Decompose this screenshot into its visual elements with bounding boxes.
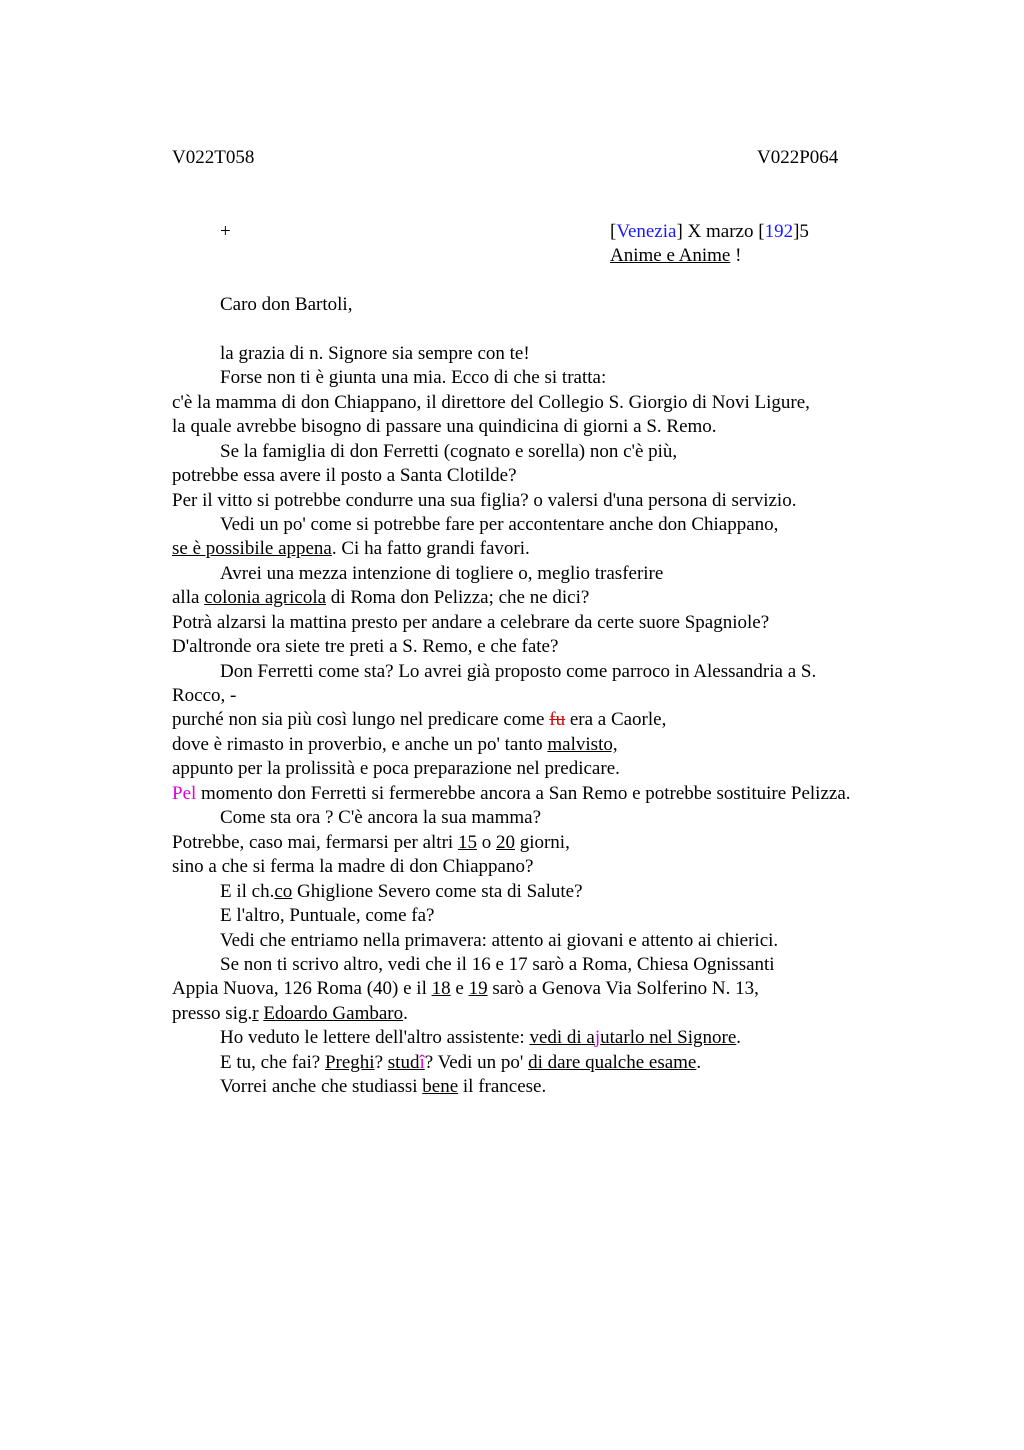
letter-line-18: appunto per la prolissità e poca preparazione nel predicare. <box>172 758 620 779</box>
letter-line-24: E l'altro, Puntuale, come fa? <box>220 905 435 926</box>
line-text: Potrebbe, caso mai, fermarsi per altri <box>172 832 458 853</box>
letter-line-27 <box>172 977 759 1001</box>
letter-line-30 <box>220 1051 701 1075</box>
letter-line-10: Avrei una mezza intenzione di togliere o, meglio trasferire <box>220 563 664 584</box>
line-text: . <box>736 1027 742 1048</box>
motto: Anime e Anime <box>610 245 731 266</box>
struck-word: fu <box>549 709 566 730</box>
letter-line-2: Forse non ti è giunta una mia. Ecco di che si tratta: <box>220 367 607 388</box>
letter-line-16 <box>172 708 666 732</box>
letter-line-14: Don Ferretti come sta? Lo avrei già proposto come parroco in Alessandria a S. <box>220 661 817 682</box>
phrase-part: utarlo nel Signore <box>600 1027 737 1048</box>
line-text: sarò a Genova Via Solferino N. 13, <box>487 978 759 999</box>
underlined-abbrev: co <box>274 881 293 902</box>
letter-line-8: Vedi un po' come si potrebbe fare per accontentare anche don Chiappano, <box>220 514 779 535</box>
letter-line-3: c'è la mamma di don Chiappano, il direttore del Collegio S. Giorgio di Novi Ligure, <box>172 392 810 413</box>
date-line: [Venezia] X marzo [192]5 <box>610 221 809 242</box>
letter-line-1: la grazia di n. Signore sia sempre con te! <box>220 343 530 364</box>
letter-line-21 <box>172 831 570 855</box>
line-text: presso sig. <box>172 1003 253 1024</box>
underlined-number: 20 <box>495 832 515 853</box>
line-text: alla <box>172 587 205 608</box>
letter-line-26: Se non ti scrivo altro, vedi che il 16 e 17 sarò a Roma, Chiesa Ognissanti <box>220 954 775 975</box>
motto-end: ! <box>730 245 742 266</box>
underlined-phrase: colonia agricola <box>204 587 327 608</box>
place-name: Venezia <box>616 221 677 242</box>
letter-line-15: Rocco, - <box>172 685 237 706</box>
underlined-word <box>388 1052 425 1073</box>
underlined-number: 18 <box>431 978 451 999</box>
line-text: purché non sia più così lungo nel predicare come <box>172 709 550 730</box>
motto-line <box>610 244 741 268</box>
document-code-left: V022T058 <box>172 147 255 168</box>
year-suffix: 5 <box>799 221 809 242</box>
letter-line-17 <box>172 733 618 757</box>
line-text: Vorrei anche che studiassi <box>220 1076 423 1097</box>
line-text: momento don Ferretti si fermerebbe ancora a San Remo e potrebbe sostituire Pelizza. <box>196 783 851 804</box>
phrase-part: vedi di a <box>529 1027 595 1048</box>
letter-line-19 <box>172 782 851 806</box>
highlighted-letter: j <box>594 1027 601 1048</box>
underlined-phrase: di dare qualche esame <box>528 1052 697 1073</box>
underlined-phrase: malvisto, <box>547 734 618 755</box>
letter-line-28 <box>172 1002 408 1026</box>
letter-line-13: D'altronde ora siete tre preti a S. Remo, e che fate? <box>172 636 559 657</box>
line-text: e <box>450 978 469 999</box>
underlined-word: Preghi <box>324 1052 375 1073</box>
letter-line-29 <box>220 1026 741 1050</box>
underlined-phrase: se è possibile appena <box>172 538 332 559</box>
highlighted-letter: î <box>419 1052 425 1073</box>
line-text: era a Caorle, <box>565 709 667 730</box>
line-text: o <box>476 832 496 853</box>
letter-line-25: Vedi che entriamo nella primavera: attento ai giovani e attento ai chierici. <box>220 930 779 951</box>
line-text: ? Vedi un po' <box>424 1052 529 1073</box>
line-text: . Ci ha fatto grandi favori. <box>331 538 530 559</box>
line-text: giorni, <box>514 832 570 853</box>
line-text: dove è rimasto in proverbio, e anche un po' tanto <box>172 734 548 755</box>
line-text: Appia Nuova, 126 Roma (40) e il <box>172 978 432 999</box>
highlighted-word: Pel <box>172 783 197 804</box>
underlined-abbrev: r <box>252 1003 259 1024</box>
word-part: stud <box>387 1052 420 1073</box>
line-text: ? <box>374 1052 388 1073</box>
underlined-phrase <box>529 1027 736 1048</box>
underlined-word: bene <box>422 1076 459 1097</box>
underlined-number: 19 <box>468 978 488 999</box>
letter-line-23 <box>220 880 583 904</box>
line-text: di Roma don Pelizza; che ne dici? <box>326 587 590 608</box>
letter-line-9 <box>172 537 530 561</box>
document-code-right: V022P064 <box>757 147 839 168</box>
line-text: . <box>403 1003 408 1024</box>
underlined-number: 15 <box>457 832 477 853</box>
line-text: . <box>696 1052 702 1073</box>
letter-line-12: Potrà alzarsi la mattina presto per andare a celebrare da certe suore Spagniole? <box>172 612 770 633</box>
line-text: E tu, che fai? <box>220 1052 325 1073</box>
cross-mark: + <box>220 221 231 242</box>
date-text: X marzo <box>682 221 759 242</box>
line-text: Ho veduto le lettere dell'altro assistente: <box>220 1027 530 1048</box>
line-text: Ghiglione Severo come sta di Salute? <box>292 881 583 902</box>
line-text: E il ch. <box>220 881 275 902</box>
line-text: il francese. <box>458 1076 547 1097</box>
salutation: Caro don Bartoli, <box>220 294 353 315</box>
letter-line-4: la quale avrebbe bisogno di passare una quindicina di giorni a S. Remo. <box>172 416 717 437</box>
letter-line-7: Per il vitto si potrebbe condurre una sua figlia? o valersi d'una persona di servizio. <box>172 490 797 511</box>
letter-line-11 <box>172 586 589 610</box>
letter-line-31 <box>220 1075 546 1099</box>
underlined-name: Edoardo Gambaro <box>263 1003 404 1024</box>
letter-line-22: sino a che si ferma la madre di don Chiappano? <box>172 856 534 877</box>
letter-line-6: potrebbe essa avere il posto a Santa Clotilde? <box>172 465 517 486</box>
letter-line-5: Se la famiglia di don Ferretti (cognato e sorella) non c'è più, <box>220 441 678 462</box>
letter-line-20: Come sta ora ? C'è ancora la sua mamma? <box>220 807 542 828</box>
year-prefix: 192 <box>764 221 794 242</box>
